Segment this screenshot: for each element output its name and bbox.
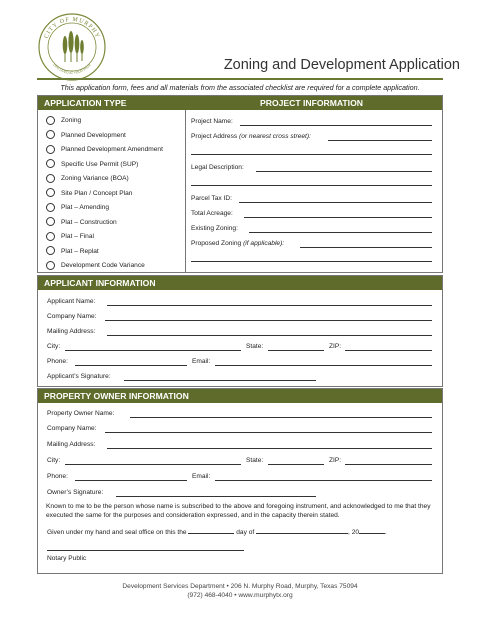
given-period: .	[385, 529, 387, 536]
owner-city-label: City:	[47, 457, 61, 464]
option-zoning[interactable]	[46, 116, 81, 126]
owner-zip-label: ZIP:	[329, 457, 342, 464]
applicant-email-label: Email:	[192, 358, 211, 365]
legal-description-label: Legal Description:	[191, 164, 244, 171]
radio-button[interactable]	[46, 130, 55, 139]
project-name-field[interactable]	[240, 125, 432, 126]
given-month-field[interactable]	[256, 526, 348, 534]
owner-phone-field[interactable]	[75, 480, 187, 481]
given-prefix-text: Given under my hand and seal office on this the	[47, 529, 187, 536]
owner-company-field[interactable]	[105, 432, 432, 433]
notary-signature-field[interactable]	[47, 550, 244, 551]
applicant-signature-label: Applicant’s Signature:	[47, 373, 111, 380]
proposed-zoning-label	[191, 239, 284, 249]
option-label: Planned Development Amendment	[61, 146, 163, 153]
radio-button[interactable]	[46, 246, 55, 255]
option-label: Specific Use Permit (SUP)	[61, 160, 139, 168]
applicant-company-label: Company Name:	[47, 313, 97, 320]
radio-button[interactable]	[46, 159, 55, 168]
application-type-heading: APPLICATION TYPE	[44, 98, 127, 108]
given-year-field[interactable]	[359, 526, 385, 534]
parcel-tax-id-label: Parcel Tax ID:	[191, 195, 232, 202]
proposed-zoning-note: (if applicable):	[243, 240, 285, 247]
applicant-name-field[interactable]	[107, 305, 432, 306]
owner-state-field[interactable]	[268, 464, 324, 465]
project-address-label	[191, 132, 311, 142]
option-label: Zoning Variance (BOA)	[61, 175, 129, 182]
given-date-field[interactable]	[188, 526, 234, 534]
project-name-label: Project Name:	[191, 118, 233, 125]
applicant-state-label: State:	[246, 343, 264, 350]
application-project-section	[37, 95, 443, 273]
proposed-zoning-field-line-2[interactable]	[191, 261, 432, 262]
proposed-zoning-field[interactable]	[300, 247, 432, 248]
owner-email-field[interactable]	[215, 480, 432, 481]
option-label: Site Plan / Concept Plan	[61, 189, 133, 197]
owner-mailing-label: Mailing Address:	[47, 441, 96, 448]
owner-city-field[interactable]	[65, 464, 241, 465]
applicant-phone-label: Phone:	[47, 358, 68, 365]
owner-name-label: Property Owner Name:	[47, 410, 115, 417]
notary-affirmation-text: Known to me to be the person whose name is subscribed to the above and foregoing instrument, and acknowledged to me that they executed the same for the purposes and consideration expressed, and in the capacity therein stated.	[46, 503, 431, 519]
applicant-information-heading: APPLICANT INFORMATION	[44, 278, 156, 288]
existing-zoning-label: Existing Zoning:	[191, 225, 238, 232]
option-site-plan[interactable]	[46, 189, 132, 199]
radio-button[interactable]	[46, 261, 55, 270]
option-label: Plat – Final	[61, 233, 94, 240]
option-label: Plat – Replat	[61, 247, 99, 255]
option-plat-amending[interactable]	[46, 203, 109, 213]
applicant-company-field[interactable]	[105, 320, 432, 321]
given-year-text: , 20	[348, 529, 360, 536]
owner-email-label: Email:	[192, 473, 211, 480]
page-subtitle: This application form, fees and all materials from the associated checklist are required for a complete application.	[60, 83, 420, 92]
option-label: Zoning	[61, 117, 82, 124]
applicant-information-section	[37, 275, 443, 387]
existing-zoning-field[interactable]	[249, 232, 432, 233]
applicant-phone-field[interactable]	[75, 365, 187, 366]
option-plat-replat[interactable]	[46, 247, 99, 257]
option-label: Plat – Construction	[61, 218, 117, 226]
given-day-text: day of	[236, 529, 255, 536]
owner-signature-field[interactable]	[116, 496, 316, 497]
city-seal-logo	[37, 12, 107, 82]
option-label: Planned Development	[61, 131, 126, 139]
footer-contact: (972) 468-4040 • www.murphytx.org	[187, 592, 293, 599]
legal-description-field-line-2[interactable]	[191, 185, 432, 186]
radio-button[interactable]	[46, 116, 55, 125]
applicant-city-field[interactable]	[65, 350, 241, 351]
radio-button[interactable]	[46, 232, 55, 241]
project-address-field-line-2[interactable]	[191, 154, 432, 155]
section-header-bar	[38, 96, 442, 110]
owner-header-bar	[38, 389, 442, 403]
title-rule	[37, 78, 443, 80]
column-divider	[185, 110, 186, 273]
option-label: Plat – Amending	[61, 204, 110, 211]
applicant-state-field[interactable]	[268, 350, 324, 351]
option-development-code-variance[interactable]	[46, 261, 145, 271]
applicant-name-label: Applicant Name:	[47, 298, 96, 305]
applicant-header-bar	[38, 276, 442, 290]
property-owner-section	[37, 388, 443, 574]
property-owner-heading: PROPERTY OWNER INFORMATION	[44, 391, 189, 401]
applicant-mailing-field[interactable]	[107, 335, 432, 336]
owner-name-field[interactable]	[130, 417, 432, 418]
applicant-zip-label: ZIP:	[329, 343, 342, 350]
radio-button[interactable]	[46, 188, 55, 197]
project-address-text: Project Address	[191, 133, 238, 140]
owner-state-label: State:	[246, 457, 264, 464]
legal-description-field[interactable]	[256, 171, 432, 172]
applicant-mailing-label: Mailing Address:	[47, 328, 96, 335]
option-planned-development-amendment[interactable]	[46, 145, 163, 155]
project-information-heading: PROJECT INFORMATION	[260, 98, 363, 108]
owner-zip-field[interactable]	[345, 464, 432, 465]
option-plat-final[interactable]	[46, 232, 94, 242]
applicant-zip-field[interactable]	[345, 350, 432, 351]
applicant-city-label: City:	[47, 343, 61, 350]
given-under-hand-line	[47, 526, 387, 536]
footer-address: Development Services Department • 206 N. Murphy Road, Murphy, Texas 75094	[122, 583, 358, 590]
parcel-tax-id-field[interactable]	[239, 202, 432, 203]
owner-mailing-field[interactable]	[107, 448, 432, 449]
applicant-signature-field[interactable]	[124, 380, 316, 381]
radio-button[interactable]	[46, 145, 55, 154]
proposed-zoning-text: Proposed Zoning	[191, 240, 242, 247]
owner-phone-label: Phone:	[47, 473, 68, 480]
option-plat-construction[interactable]	[46, 218, 117, 228]
radio-button[interactable]	[46, 174, 55, 183]
project-address-note: (or nearest cross street):	[239, 133, 311, 140]
svg-text:LIFE LIVED AT YOUR PACE: LIFE LIVED AT YOUR PACE	[52, 62, 92, 76]
radio-button[interactable]	[46, 217, 55, 226]
owner-company-label: Company Name:	[47, 425, 97, 432]
option-planned-development[interactable]	[46, 131, 126, 141]
page-title: Zoning and Development Application	[223, 57, 460, 73]
total-acreage-label: Total Acreage:	[191, 210, 233, 217]
option-zoning-variance[interactable]	[46, 174, 129, 184]
applicant-email-field[interactable]	[215, 365, 432, 366]
radio-button[interactable]	[46, 203, 55, 212]
option-label: Development Code Variance	[61, 262, 145, 269]
total-acreage-field[interactable]	[244, 217, 432, 218]
project-address-field[interactable]	[328, 140, 432, 141]
svg-text:CITY OF MURPHY: CITY OF MURPHY	[43, 16, 101, 40]
notary-public-label: Notary Public	[47, 555, 87, 562]
owner-signature-label: Owner’s Signature:	[47, 489, 104, 496]
option-specific-use-permit[interactable]	[46, 160, 138, 170]
